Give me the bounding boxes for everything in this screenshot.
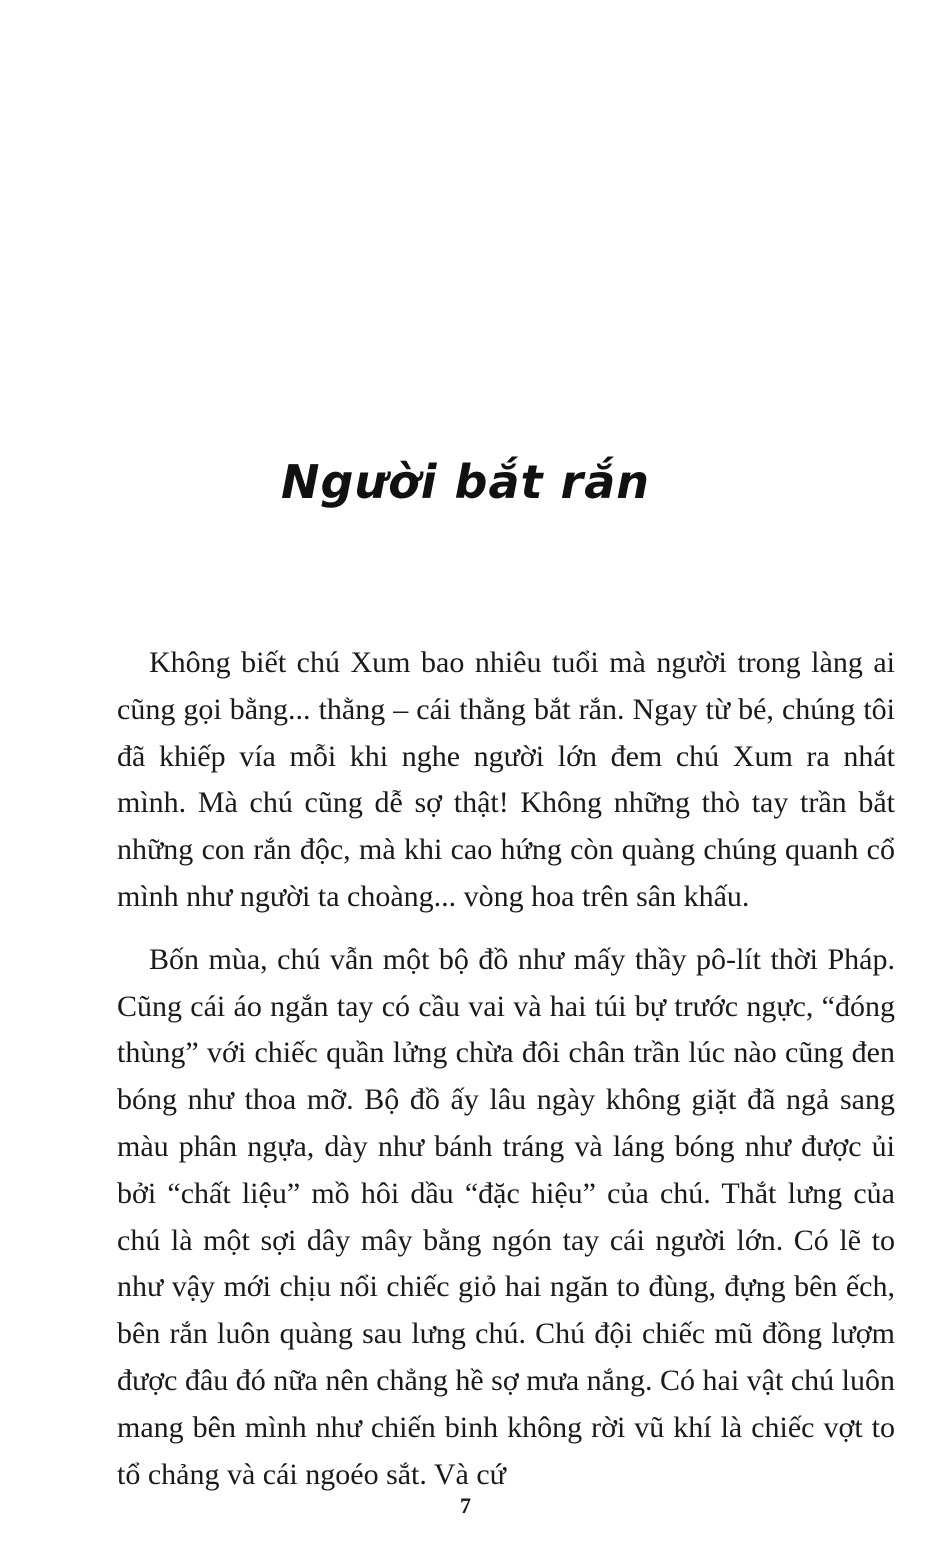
paragraph: Không biết chú Xum bao nhiêu tuổi mà người trong làng ai cũng gọi bằng... thằng – cái thằng bắt rắn. Ngay từ bé, chúng tôi đã khiếp vía mỗi khi nghe người lớn đem chú Xum ra nhát mình. Mà chú cũng dễ sợ thật! Không những thò tay trần bắt những con rắn độc, mà khi cao hứng còn quàng chúng quanh cổ mình như người ta choàng... vòng hoa trên sân khấu. xyxy=(117,646,895,913)
chapter-body xyxy=(117,640,895,1498)
page-number: 7 xyxy=(460,1493,471,1518)
paragraph: Bốn mùa, chú vẫn một bộ đồ như mấy thầy pô-lít thời Pháp. Cũng cái áo ngắn tay có cầu vai và hai túi bự trước ngực, “đóng thùng” với chiếc quần lửng chừa đôi chân trần lúc nào cũng đen bóng như thoa mỡ. Bộ đồ ấy lâu ngày không giặt đã ngả sang màu phân ngựa, dày như bánh tráng và láng bóng như được ủi bởi “chất liệu” mồ hôi dầu “đặc hiệu” của chú. Thắt lưng của chú là một sợi dây mây bằng ngón tay cái người lớn. Có lẽ to như vậy mới chịu nổi chiếc giỏ hai ngăn to đùng, đựng bên ếch, bên rắn luôn quàng sau lưng chú. Chú đội chiếc mũ đồng lượm được đâu đó nữa nên chẳng hề sợ mưa nắng. Có hai vật chú luôn mang bên mình như chiến binh không rời vũ khí là chiếc vợt to tổ chảng và cái ngoéo sắt. Và cứ xyxy=(117,942,895,1491)
chapter-title: Người bắt rắn xyxy=(280,455,650,509)
